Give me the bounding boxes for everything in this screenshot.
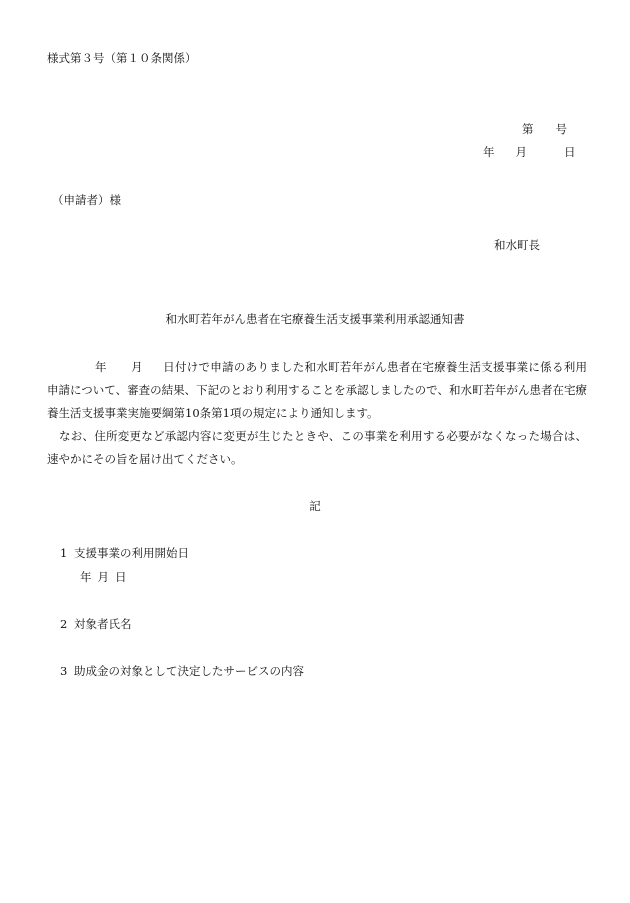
date-day: 日	[564, 145, 576, 159]
body-paragraph-2: なお、住所変更など承認内容に変更が生じたときや、この事業を利用する必要がなくなった場合は、速やかにその旨を届け出てください。	[47, 429, 587, 466]
list-item-label: 助成金の対象として決定したサービスの内容	[74, 664, 304, 678]
list-item	[60, 666, 304, 678]
body-year: 年	[95, 360, 107, 374]
form-number: 様式第３号（第１０条関係）	[47, 51, 197, 65]
start-date-month: 月	[97, 570, 109, 584]
list-item-number: 1	[60, 546, 68, 560]
start-date-year: 年	[80, 570, 92, 584]
list-item-number: 2	[60, 617, 68, 631]
list-item	[60, 619, 132, 631]
body-paragraph-1	[47, 356, 587, 425]
body-month: 月	[130, 360, 143, 374]
start-date-value	[80, 572, 127, 584]
date-year: 年	[483, 145, 495, 159]
document-title: 和水町若年がん患者在宅療養生活支援事業利用承認通知書	[165, 312, 465, 326]
list-item-label: 支援事業の利用開始日	[74, 546, 189, 560]
list-item-number: 3	[60, 664, 68, 678]
issuer: 和水町長	[494, 238, 540, 252]
document-date	[483, 147, 576, 159]
addressee: （申請者）様	[52, 193, 121, 207]
ki-heading: 記	[309, 499, 321, 513]
body-paragraph-1-text: 日付けで申請のありました和水町若年がん患者在宅療養生活支援事業に係る利用申請について、審査の結果、下記のとおり利用することを承認しましたので、和水町若年がん患者在宅療養生活支援事業実施要綱第10条第1項の規定により通知します。	[47, 360, 588, 420]
list-item-label: 対象者氏名	[74, 617, 132, 631]
document-number-suffix: 号	[555, 122, 567, 136]
start-date-day: 日	[115, 570, 127, 584]
date-month: 月	[515, 145, 527, 159]
document-number-prefix: 第	[522, 122, 534, 136]
list-item	[60, 548, 189, 560]
document-number	[522, 124, 567, 136]
body-text	[47, 356, 587, 471]
